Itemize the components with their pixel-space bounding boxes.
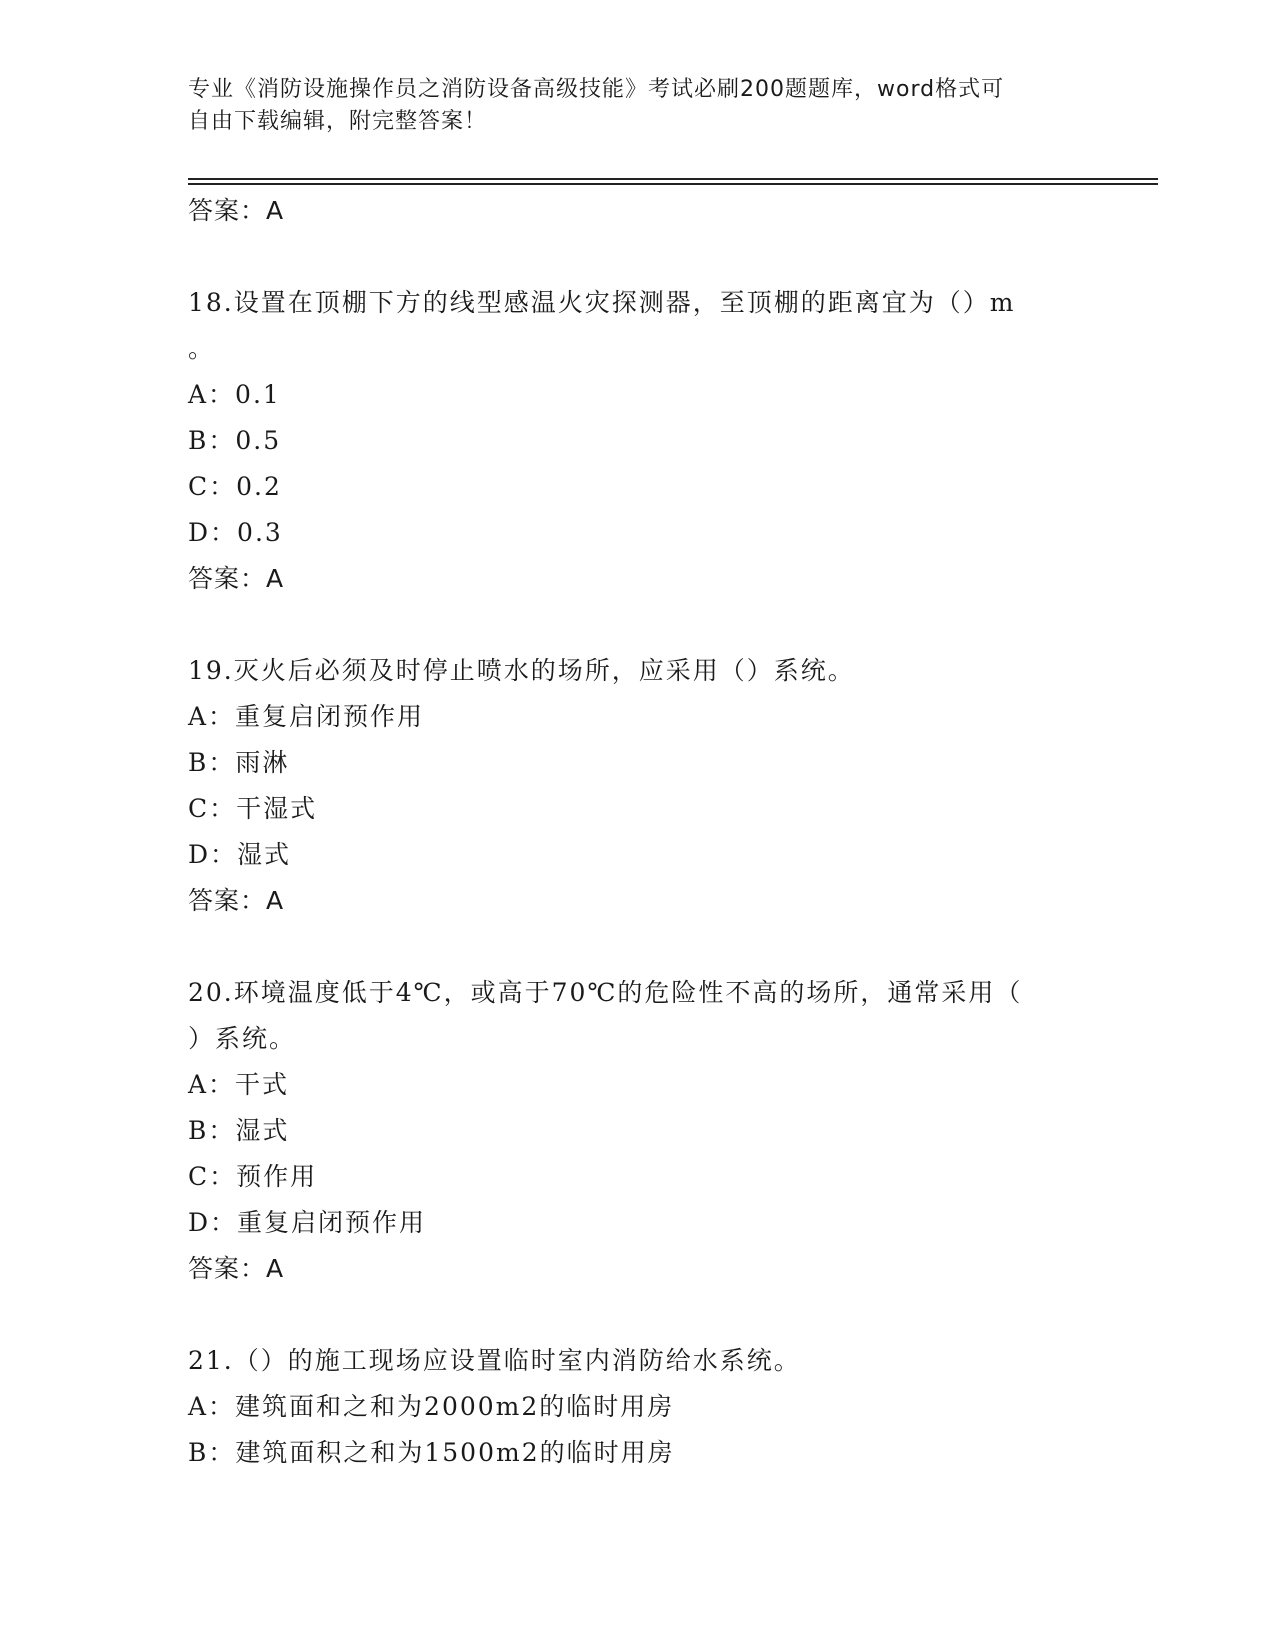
header-line-2: 自由下载编辑，附完整答案！ — [188, 109, 488, 134]
option-c: C：预作用 — [188, 1162, 318, 1191]
option-b: B：建筑面积之和为1500m2的临时用房 — [188, 1438, 675, 1467]
question-block — [188, 970, 1088, 1292]
option-a: A：建筑面和之和为2000m2的临时用房 — [188, 1392, 675, 1421]
question-stem-continued: 。 — [188, 334, 216, 363]
header-line-1: 专业《消防设施操作员之消防设备高级技能》考试必刷200题题库，word格式可 — [188, 77, 1005, 102]
option-a: A：0.1 — [188, 380, 281, 409]
answer-line: 答案：A — [188, 196, 285, 225]
answer-line: 答案：A — [188, 886, 285, 915]
option-b: B：雨淋 — [188, 748, 290, 777]
header-rule-bottom — [188, 183, 1158, 185]
answer-line: 答案：A — [188, 1254, 285, 1283]
option-b: B：0.5 — [188, 426, 282, 455]
question-block — [188, 1338, 1088, 1476]
question-stem: 20.环境温度低于4℃，或高于70℃的危险性不高的场所，通常采用（ — [188, 978, 1023, 1007]
question-stem: 21.（）的施工现场应设置临时室内消防给水系统。 — [188, 1346, 801, 1375]
header-rule-top — [188, 178, 1158, 180]
option-c: C：干湿式 — [188, 794, 318, 823]
question-content — [188, 188, 1088, 1476]
question-stem-continued: ）系统。 — [188, 1024, 297, 1053]
answer-line: 答案：A — [188, 564, 285, 593]
option-c: C：0.2 — [188, 472, 282, 501]
option-d: D：0.3 — [188, 518, 283, 547]
option-a: A：重复启闭预作用 — [188, 702, 425, 731]
question-block — [188, 280, 1088, 602]
option-d: D：重复启闭预作用 — [188, 1208, 427, 1237]
question-stem: 18.设置在顶棚下方的线型感温火灾探测器，至顶棚的距离宜为（）m — [188, 288, 1016, 317]
option-a: A：干式 — [188, 1070, 290, 1099]
option-b: B：湿式 — [188, 1116, 290, 1145]
option-d: D：湿式 — [188, 840, 292, 869]
document-header — [188, 74, 1078, 138]
question-block — [188, 648, 1088, 924]
question-stem: 19.灭火后必须及时停止喷水的场所，应采用（）系统。 — [188, 656, 855, 685]
